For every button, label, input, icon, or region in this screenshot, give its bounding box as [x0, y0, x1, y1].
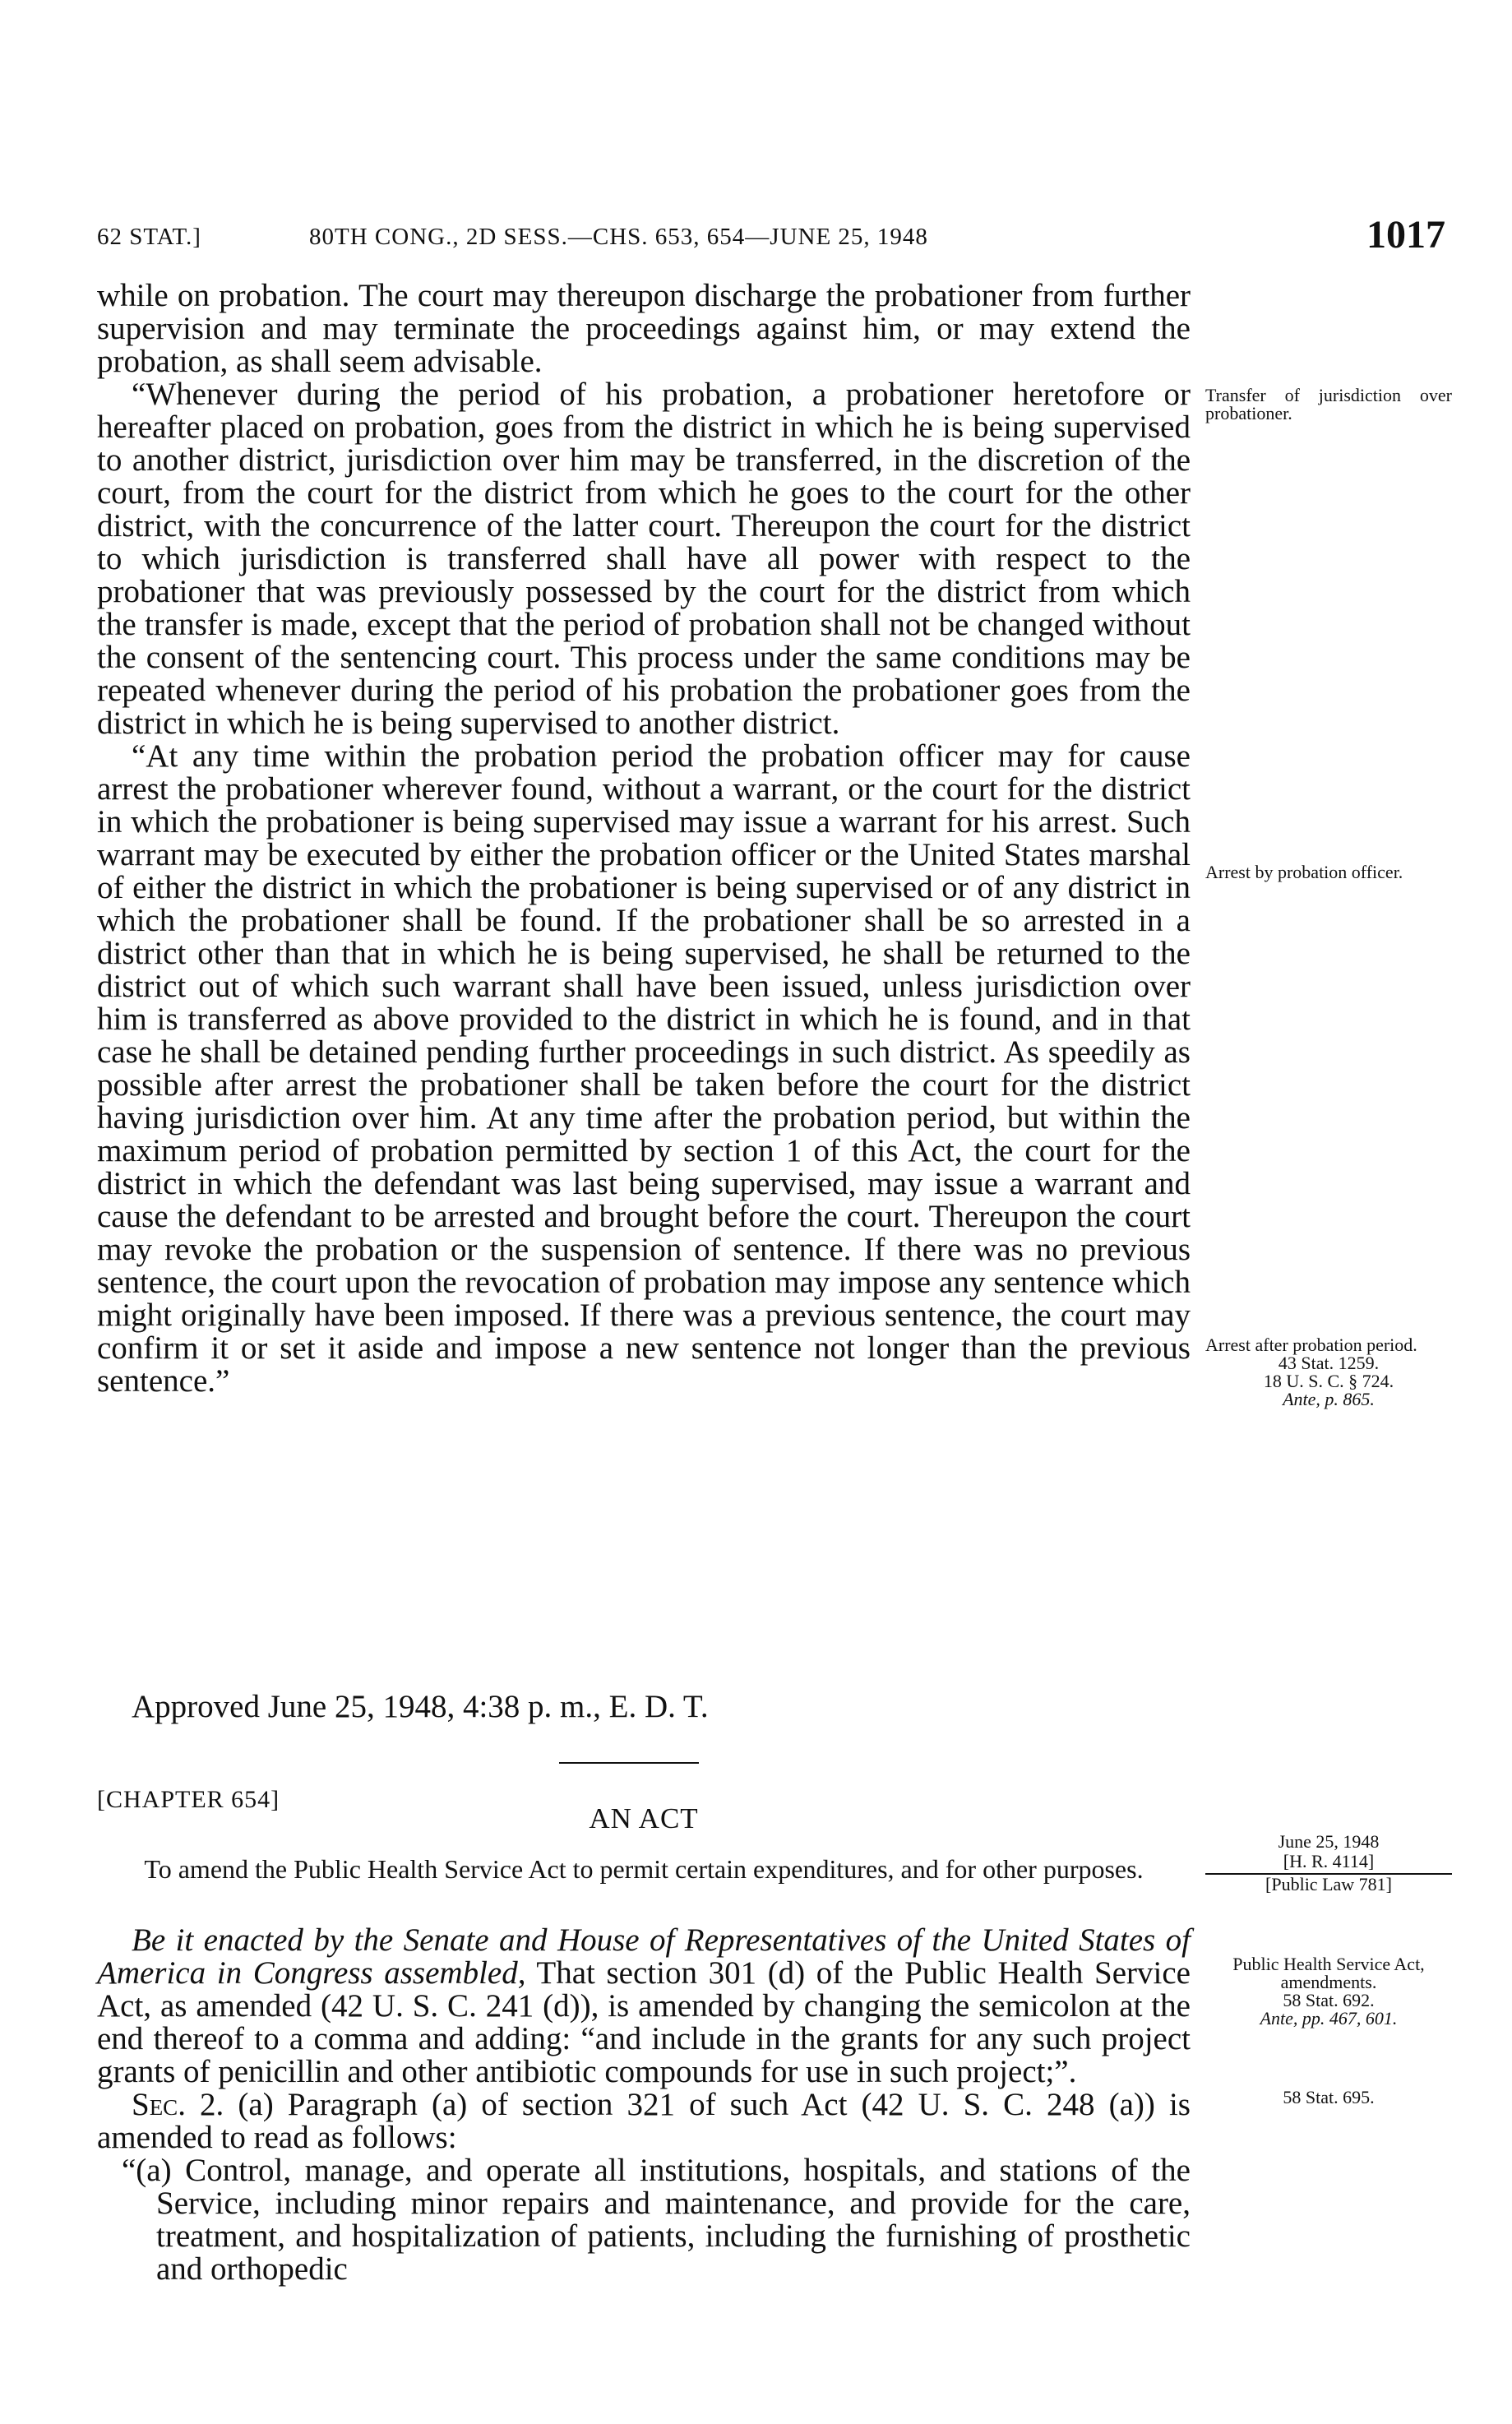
citation-ante-467-601: Ante, pp. 467, 601. — [1260, 2008, 1398, 2028]
bill-date: June 25, 1948 — [1278, 1831, 1380, 1852]
approval-line: Approved June 25, 1948, 4:38 p. m., E. D. T. — [132, 1689, 709, 1724]
running-head: 80TH CONG., 2D SESS.—CHS. 653, 654—JUNE 25, 1948 — [309, 224, 928, 250]
page-header — [97, 212, 1445, 261]
quote-marker: “(a) — [122, 2153, 172, 2188]
volume-citation: 62 STAT.] — [97, 224, 201, 250]
bill-info — [1205, 1832, 1452, 1894]
act-purpose: To amend the Public Health Service Act to permit certain expenditures, and for other purposes. — [144, 1854, 1144, 1884]
chapter-label: [CHAPTER 654] — [97, 1786, 280, 1813]
citation-18-usc: 18 U. S. C. § 724. — [1263, 1371, 1394, 1391]
citation-58-stat-692: 58 Stat. 692. — [1283, 1990, 1375, 2010]
margin-note-phs-amendments: Public Health Service Act, amendments. 58 Stat. 692. Ante, pp. 467, 601. — [1205, 1955, 1452, 2028]
section-2 — [97, 2089, 1191, 2154]
margin-note-transfer: Transfer of jurisdiction over probationer. — [1205, 385, 1452, 423]
bill-number: [H. R. 4114] — [1205, 1852, 1452, 1875]
section-2-text: (a) Paragraph (a) of section 321 of such Act (42 U. S. C. 248 (a)) is amended to read as follows: — [97, 2087, 1191, 2155]
quoted-paragraph: Control, manage, and operate all institutions, hospitals, and stations of the Service, including minor repairs and maintenance, and provide for the care, treatment, and hospitalization of patients, including the furnishing of prosthetic and orthopedic — [156, 2153, 1191, 2287]
paragraph-transfer-jurisdiction: “Whenever during the period of his probation, a probationer heretofore or hereafter placed on probation, goes from the district in which he is being supervised to another district, jurisdiction over him may be transferred, in the discretion of the court, from the court for the district from which he goes to the court for the other district, with the concurrence of the latter court. Thereupon the court for the district to which jurisdiction is transferred shall have all power with respect to the probationer that was previously possessed by the court for the district from which the transfer is made, except that the period of probation shall not be changed without the consent of the sentencing court. This process under the same conditions may be repeated whenever during the period of his probation the probationer goes from the district in which he is being supervised to another district. — [97, 377, 1191, 741]
section-2-quoted-text — [97, 2154, 1191, 2286]
paragraph-probation-discharge: while on probation. The court may thereupon discharge the probationer from further supervision and may terminate the proceedings against him, or may extend the probation, as shall seem advisable. — [97, 278, 1191, 379]
page-number: 1017 — [1366, 213, 1445, 257]
citation-43-stat: 43 Stat. 1259. — [1278, 1353, 1380, 1373]
paragraph-arrest: “At any time within the probation period the probation officer may for cause arrest the probationer wherever found, without a warrant, or the court for the district in which the probationer is being supervised may issue a warrant for his arrest. Such warrant may be executed by either the probation officer or the United States marshal of either the district in which the probationer is being supervised or of any district in which the probationer shall be found. If the probationer shall be so arrested in a district other than that in which he is being supervised, he shall be returned to the district out of which such warrant shall have been issued, unless jurisdiction over him is transferred as above provided to the district in which he is found, and in that case he shall be detained pending further proceedings in such district. As speedily as possible after arrest the probationer shall be taken before the court for the district having jurisdiction over him. At any time after the probation period, but within the maximum period of probation permitted by section 1 of this Act, the court for the district in which the defendant was last being supervised, may issue a warrant and cause the defendant to be arrested and brought before the court. Thereupon the court may revoke the probation or the suspension of sentence. If there was no previous sentence, the court upon the revocation of probation may impose any sentence which might originally have been imposed. If there was a previous sentence, the court may confirm it or set it aside and impose a new sentence not longer than the previous sentence.” — [97, 738, 1191, 1399]
citation-ante-865: Ante, p. 865. — [1283, 1389, 1375, 1409]
chapter-653-text — [97, 280, 1191, 1398]
public-law-number: [Public Law 781] — [1265, 1874, 1392, 1894]
section-1-text: That section 301 (d) of the Public Health Service Act, as amended (42 U. S. C. 241 (d)), is amended by changing the semicolon at the end thereof to a comma and adding: “and include in the grants for any such project grants of penicillin and other antibiotic compounds for use in such project;”. — [97, 1955, 1191, 2089]
section-2-label: Sec. 2. — [132, 2087, 224, 2122]
section-divider — [559, 1762, 699, 1764]
margin-note-58-stat-695: 58 Stat. 695. — [1283, 2087, 1375, 2107]
chapter-654-text — [97, 1924, 1191, 2286]
section-1 — [97, 1924, 1191, 2089]
enacting-clause: Be it enacted by the Senate and House of Representatives of the United States of America in Congress assembled, — [97, 1922, 1191, 1991]
margin-note-arrest-after: Arrest after probation period. 43 Stat. 1259. 18 U. S. C. § 724. Ante, p. 865. — [1205, 1336, 1452, 1409]
margin-note-arrest-officer: Arrest by probation officer. — [1205, 862, 1403, 882]
act-title: AN ACT — [589, 1802, 699, 1834]
